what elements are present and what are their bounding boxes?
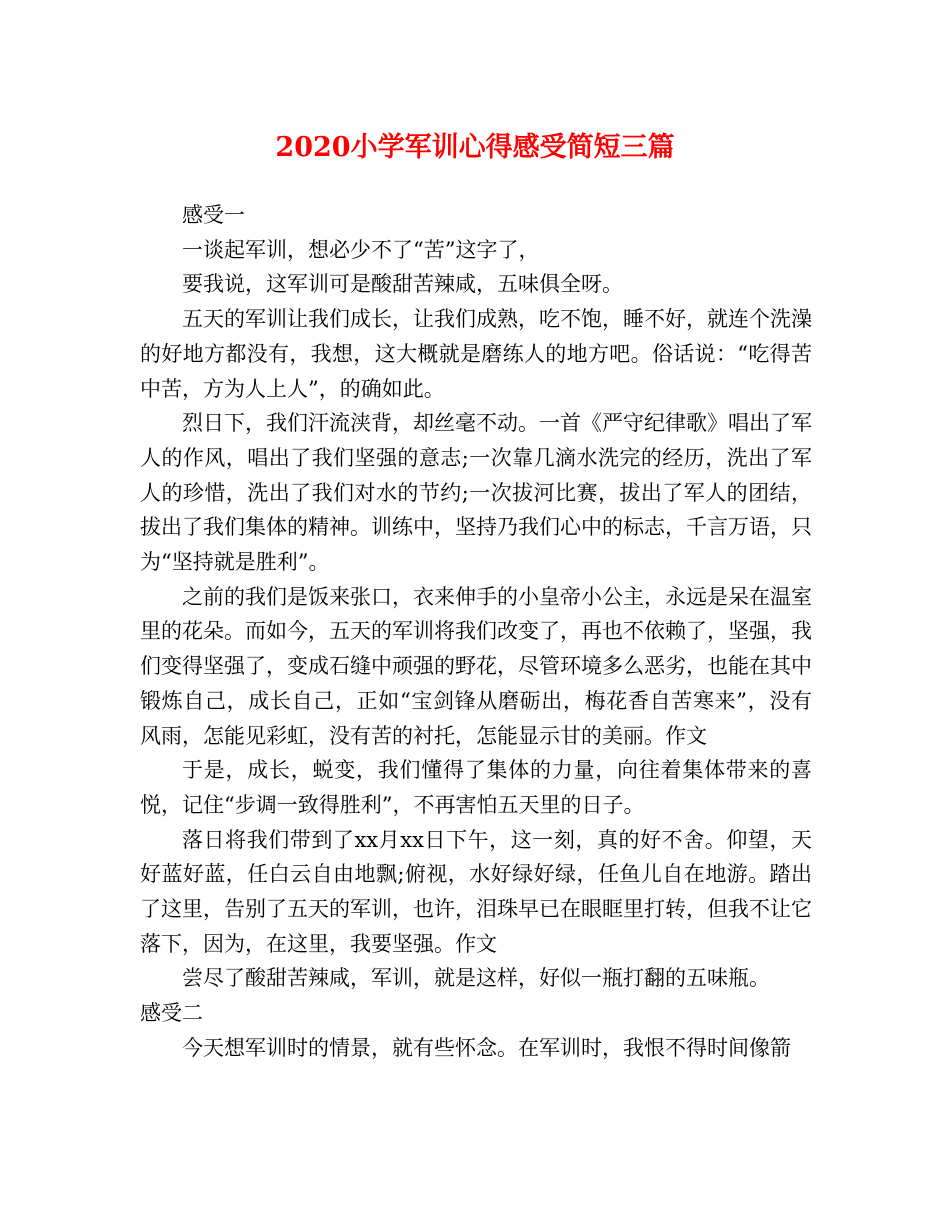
- paragraph: 一谈起军训，想必少不了“苦”这字了，: [182, 237, 540, 262]
- paragraph: 于是，成长，蜕变，我们懂得了集体的力量，向往着集体带来的喜悦，记住“步调一致得胜利”，不再害怕五天里的日子。: [140, 758, 812, 817]
- paragraph: 感受二: [140, 1001, 203, 1026]
- document-body: [140, 198, 812, 1066]
- paragraph: 之前的我们是饭来张口，衣来伸手的小皇帝小公主，永远是呆在温室里的花朵。而如今，五天的军训将我们改变了，再也不依赖了，坚强，我们变得坚强了，变成石缝中顽强的野花，尽管环境多么恶劣，也能在其中锻炼自己，成长自己，正如“宝剑锋从磨砺出，梅花香自苦寒来”，没有风雨，怎能见彩虹，没有苦的衬托，怎能显示甘的美丽。作文: [140, 584, 812, 748]
- document-title: 2020小学军训心得感受简短三篇: [275, 132, 675, 163]
- paragraph: 烈日下，我们汗流浃背，却丝毫不动。一首《严守纪律歌》唱出了军人的作风，唱出了我们坚强的意志;一次靠几滴水洗完的经历，洗出了军人的珍惜，洗出了我们对水的节约;一次拔河比赛，拔出了军人的团结，拔出了我们集体的精神。训练中，坚持乃我们心中的标志，千言万语，只为“坚持就是胜利”。: [140, 411, 812, 575]
- paragraph: 感受一: [182, 203, 245, 227]
- paragraph: 五天的军训让我们成长，让我们成熟，吃不饱，睡不好，就连个洗澡的好地方都没有，我想，这大概就是磨练人的地方吧。俗话说：“吃得苦中苦，方为人上人”，的确如此。: [140, 307, 812, 401]
- paragraph: 尝尽了酸甜苦辣咸，军训，就是这样，好似一瓶打翻的五味瓶。: [182, 966, 770, 991]
- paragraph: 要我说，这军训可是酸甜苦辣咸，五味俱全呀。: [182, 272, 623, 297]
- paragraph: 今天想军训时的情景，就有些怀念。在军训时，我恨不得时间像箭: [182, 1035, 791, 1060]
- paragraph: 落日将我们带到了xx月xx日下午，这一刻，真的好不舍。仰望，天好蓝好蓝，任白云自由地飘;俯视，水好绿好绿，任鱼儿自在地游。踏出了这里，告别了五天的军训，也许，泪珠早已在眼眶里打转，但我不让它落下，因为，在这里，我要坚强。作文: [140, 827, 812, 956]
